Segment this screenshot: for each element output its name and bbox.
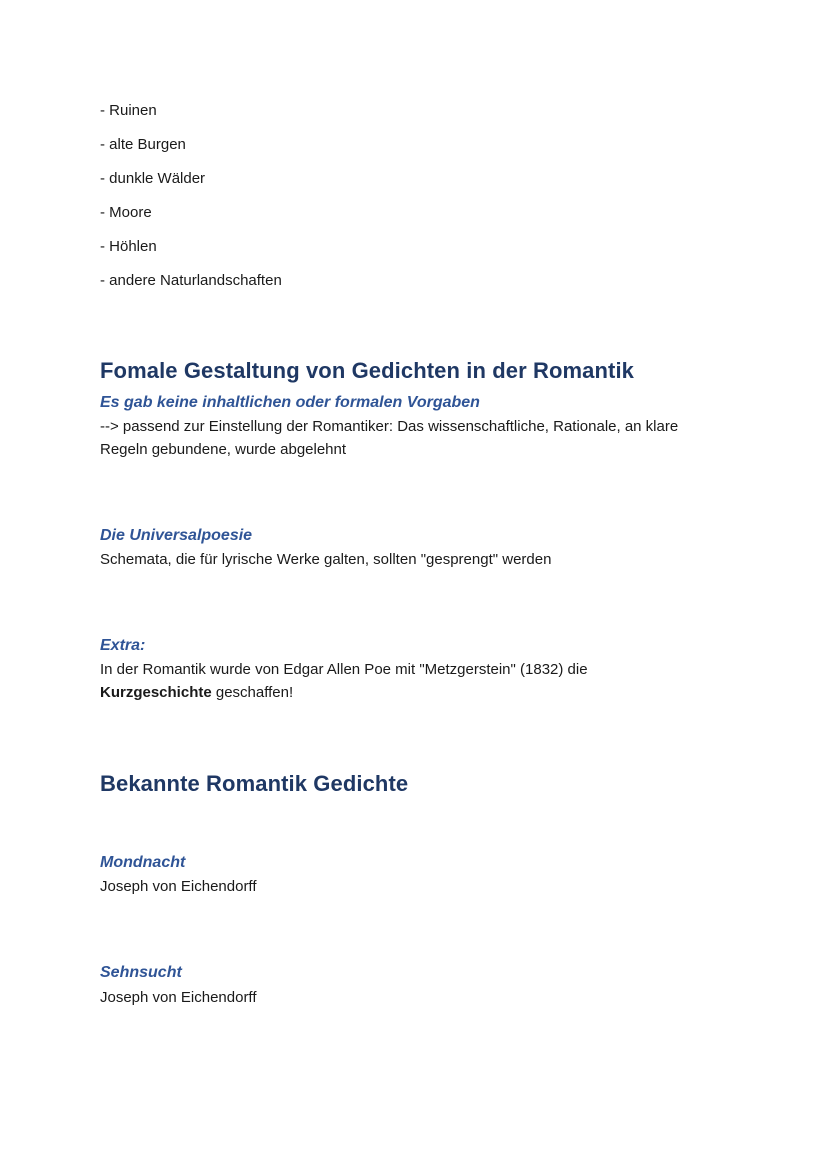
subheading-extra: Extra: (100, 637, 146, 654)
poem-title: Mondnacht (100, 854, 186, 871)
poem-author: Joseph von Eichendorff (100, 878, 257, 895)
paragraph-line: --> passend zur Einstellung der Romantiker: Das wissenschaftliche, Rationale, an klare (100, 418, 679, 435)
subheading-no-requirements: Es gab keine inhaltlichen oder formalen Vorgaben (100, 394, 480, 411)
paragraph-line (100, 683, 293, 703)
paragraph-line: Schemata, die für lyrische Werke galten, sollten "gesprengt" werden (100, 551, 552, 568)
list-item: - alte Burgen (100, 136, 186, 153)
section-heading-form: Fomale Gestaltung von Gedichten in der Romantik (100, 358, 634, 383)
list-item: - Moore (100, 204, 152, 221)
list-item: - Höhlen (100, 238, 157, 255)
poem-title: Sehnsucht (100, 964, 182, 981)
section-heading-poems: Bekannte Romantik Gedichte (100, 771, 409, 796)
paragraph-text: geschaffen! (211, 684, 294, 701)
list-item: - Ruinen (100, 102, 157, 119)
paragraph-line: In der Romantik wurde von Edgar Allen Poe mit "Metzgerstein" (1832) die (100, 661, 588, 678)
list-item: - dunkle Wälder (100, 170, 206, 187)
bold-term: Kurzgeschichte (100, 684, 212, 701)
subheading-universalpoesie: Die Universalpoesie (100, 527, 253, 544)
paragraph-line: Regeln gebundene, wurde abgelehnt (100, 441, 347, 458)
poem-author: Joseph von Eichendorff (100, 989, 257, 1006)
list-item: - andere Naturlandschaften (100, 272, 282, 289)
